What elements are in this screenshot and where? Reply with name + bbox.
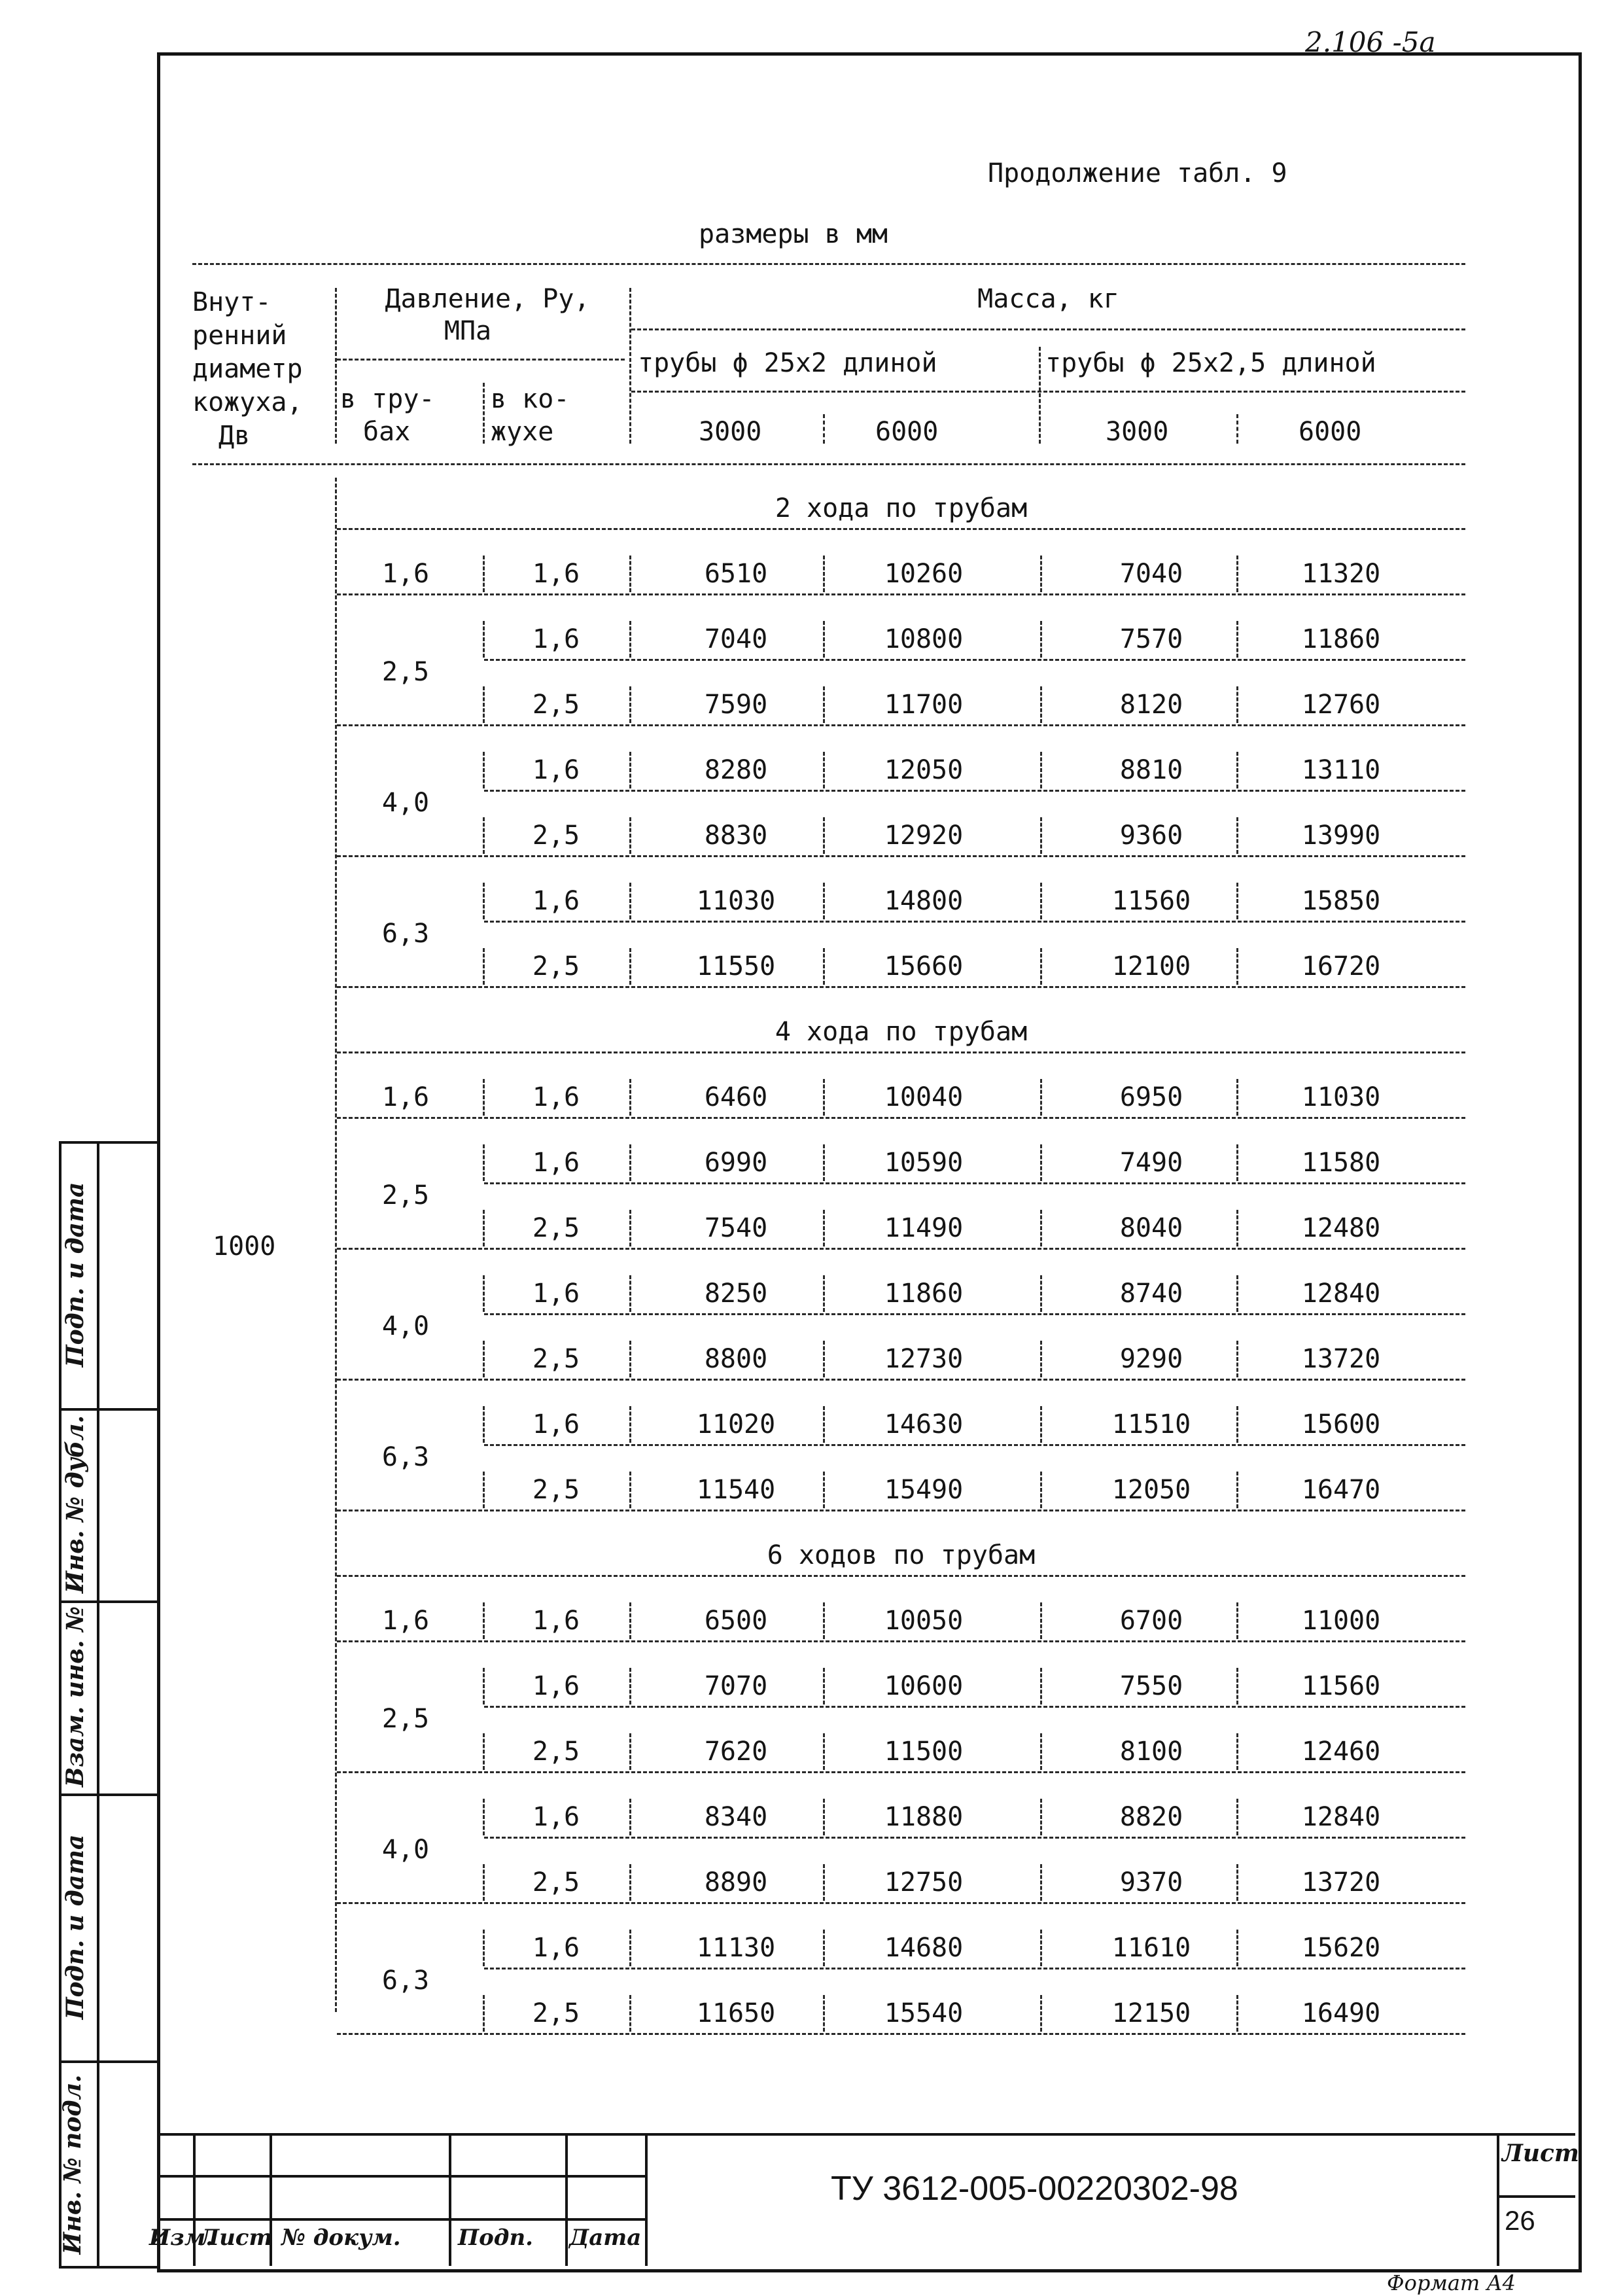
row-rule xyxy=(337,1379,1465,1381)
header-diameter-line: Внут- xyxy=(192,287,271,317)
cell-divider xyxy=(1040,1995,1042,2032)
pressure-shell: 2,5 xyxy=(532,1344,580,1374)
row-rule xyxy=(484,921,1465,923)
row-rule xyxy=(337,1248,1465,1250)
mass-value: 8340 xyxy=(704,1802,768,1832)
header-diameter-line: диаметр xyxy=(192,354,303,384)
pressure-shell: 1,6 xyxy=(532,1082,580,1112)
cell-divider xyxy=(629,1406,631,1443)
cell-divider xyxy=(629,1799,631,1835)
row-rule xyxy=(484,1444,1465,1446)
mass-value: 11130 xyxy=(696,1933,776,1963)
mass-value: 9290 xyxy=(1119,1344,1183,1374)
cell-divider xyxy=(629,817,631,854)
header-rule xyxy=(337,359,625,361)
mass-value: 12480 xyxy=(1301,1213,1381,1243)
group-title: 4 хода по трубам xyxy=(775,1017,1028,1047)
mass-value: 14680 xyxy=(884,1933,964,1963)
mass-value: 11490 xyxy=(884,1213,964,1243)
mass-value: 6510 xyxy=(704,559,768,589)
label-podp: Подп. xyxy=(458,2225,533,2251)
row-rule xyxy=(484,790,1465,792)
header-in-shell-2: жухе xyxy=(491,417,554,447)
pressure-shell: 1,6 xyxy=(532,755,580,785)
title-block-rule xyxy=(157,2175,648,2178)
stamp-rule xyxy=(59,2060,157,2063)
group-title: 6 ходов по трубам xyxy=(767,1540,1036,1570)
title-block-col xyxy=(565,2133,568,2266)
header-rule xyxy=(631,391,1465,393)
cell-divider xyxy=(1040,1406,1042,1443)
mass-value: 6460 xyxy=(704,1082,768,1112)
mass-value: 11030 xyxy=(1301,1082,1381,1112)
mass-value: 12730 xyxy=(884,1344,964,1374)
cell-divider xyxy=(629,1341,631,1377)
pressure-shell: 2,5 xyxy=(532,1475,580,1505)
mass-value: 10050 xyxy=(884,1606,964,1636)
cell-divider xyxy=(629,1864,631,1901)
mass-value: 11650 xyxy=(696,1998,776,2028)
cell-divider xyxy=(1040,817,1042,854)
header-rule xyxy=(631,328,1465,330)
cell-divider xyxy=(1040,1733,1042,1770)
pressure-shell: 1,6 xyxy=(532,1409,580,1439)
mass-value: 12760 xyxy=(1301,690,1381,720)
mass-value: 12460 xyxy=(1301,1737,1381,1767)
mass-value: 12050 xyxy=(884,755,964,785)
row-rule xyxy=(337,2033,1465,2035)
document-designation: ТУ 3612-005-00220302-98 xyxy=(831,2170,1238,2208)
mass-value: 7590 xyxy=(704,690,768,720)
mass-value: 11030 xyxy=(696,886,776,916)
pressure-tubes: 2,5 xyxy=(381,1704,430,1734)
mass-value: 13720 xyxy=(1301,1344,1381,1374)
row-rule xyxy=(337,724,1465,726)
mass-value: 7550 xyxy=(1119,1671,1183,1701)
mass-value: 7070 xyxy=(704,1671,768,1701)
mass-value: 8120 xyxy=(1119,690,1183,720)
mass-value: 11550 xyxy=(696,951,776,981)
pressure-shell: 2,5 xyxy=(532,1737,580,1767)
title-block-rule xyxy=(157,2218,648,2221)
row-rule xyxy=(337,1510,1465,1511)
mass-value: 10600 xyxy=(884,1671,964,1701)
title-block-rule xyxy=(157,2133,1575,2136)
units-label: размеры в мм xyxy=(699,219,888,249)
pressure-shell: 2,5 xyxy=(532,951,580,981)
row-rule xyxy=(484,1968,1465,1969)
header-in-shell: в ко- xyxy=(491,384,570,414)
mass-value: 11500 xyxy=(884,1737,964,1767)
pressure-shell: 2,5 xyxy=(532,1867,580,1898)
cell-divider xyxy=(1040,1210,1042,1246)
row-rule xyxy=(337,1117,1465,1119)
sheet-number: 26 xyxy=(1505,2205,1535,2236)
row-rule xyxy=(337,1051,1465,1053)
cell-divider xyxy=(629,686,631,723)
continuation-label: Продолжение табл. 9 xyxy=(988,158,1287,188)
mass-value: 13110 xyxy=(1301,755,1381,785)
diameter-value: 1000 xyxy=(213,1231,276,1262)
mass-value: 12840 xyxy=(1301,1802,1381,1832)
mass-value: 7620 xyxy=(704,1737,768,1767)
row-rule xyxy=(484,1837,1465,1839)
mass-value: 16470 xyxy=(1301,1475,1381,1505)
cell-divider xyxy=(629,883,631,919)
group-title: 2 хода по трубам xyxy=(775,493,1028,523)
mass-value: 7540 xyxy=(704,1213,768,1243)
header-length: 6000 xyxy=(1299,417,1362,447)
table-rule xyxy=(192,463,1465,465)
pressure-shell: 1,6 xyxy=(532,624,580,654)
mass-value: 14800 xyxy=(884,886,964,916)
pressure-tubes: 4,0 xyxy=(381,1835,430,1865)
title-block-rule xyxy=(1497,2195,1575,2198)
mass-value: 15540 xyxy=(884,1998,964,2028)
stamp-field: Подп. и дата xyxy=(61,1834,89,2020)
pressure-shell: 1,6 xyxy=(532,559,580,589)
pressure-tubes: 1,6 xyxy=(381,1082,430,1112)
mass-value: 8100 xyxy=(1119,1737,1183,1767)
header-diameter-line: кожуха, xyxy=(192,387,303,417)
mass-value: 15600 xyxy=(1301,1409,1381,1439)
mass-value: 15660 xyxy=(884,951,964,981)
header-tube-a: трубы ϕ 25x2 длиной xyxy=(638,348,937,378)
mass-value: 11860 xyxy=(1301,624,1381,654)
mass-value: 11540 xyxy=(696,1475,776,1505)
title-block-col xyxy=(645,2133,648,2266)
cell-divider xyxy=(1040,1275,1042,1312)
mass-value: 11560 xyxy=(1301,1671,1381,1701)
mass-value: 10590 xyxy=(884,1148,964,1178)
mass-value: 15620 xyxy=(1301,1933,1381,1963)
cell-divider xyxy=(1040,1472,1042,1508)
stamp-field: Инв. № подл. xyxy=(59,2074,86,2255)
mass-value: 7040 xyxy=(704,624,768,654)
row-rule xyxy=(484,1313,1465,1315)
cell-divider xyxy=(1040,1799,1042,1835)
row-rule xyxy=(484,659,1465,661)
stamp-field: Взам. инв. № xyxy=(61,1606,89,1788)
row-rule xyxy=(337,855,1465,857)
stamp-rule xyxy=(59,2266,157,2269)
cell-divider xyxy=(629,556,631,592)
row-rule xyxy=(337,986,1465,988)
mass-value: 11000 xyxy=(1301,1606,1381,1636)
header-tube-b: трубы ϕ 25x2,5 длиной xyxy=(1045,348,1376,378)
mass-value: 8250 xyxy=(704,1279,768,1309)
header-mass: Масса, кг xyxy=(977,284,1119,314)
cell-divider xyxy=(629,1144,631,1181)
label-data: Дата xyxy=(569,2225,642,2251)
mass-value: 12150 xyxy=(1111,1998,1191,2028)
mass-value: 8820 xyxy=(1119,1802,1183,1832)
row-rule xyxy=(337,1771,1465,1773)
cell-divider xyxy=(629,1733,631,1770)
cell-divider xyxy=(629,1930,631,1966)
header-divider xyxy=(483,383,485,444)
row-rule xyxy=(484,1706,1465,1708)
mass-value: 12840 xyxy=(1301,1279,1381,1309)
mass-value: 8800 xyxy=(704,1344,768,1374)
mass-value: 11560 xyxy=(1111,886,1191,916)
mass-value: 11860 xyxy=(884,1279,964,1309)
label-list: Лист xyxy=(200,2225,273,2251)
pressure-tubes: 4,0 xyxy=(381,788,430,818)
mass-value: 12100 xyxy=(1111,951,1191,981)
cell-divider xyxy=(629,621,631,658)
mass-value: 13720 xyxy=(1301,1867,1381,1898)
cell-divider xyxy=(629,1275,631,1312)
pressure-tubes: 1,6 xyxy=(381,1606,430,1636)
row-rule xyxy=(337,593,1465,595)
cell-divider xyxy=(1040,948,1042,985)
header-diameter-line: ренний xyxy=(192,321,287,351)
cell-divider xyxy=(1040,1602,1042,1639)
pressure-shell: 1,6 xyxy=(532,1802,580,1832)
header-mpa: МПа xyxy=(444,316,492,346)
pressure-tubes: 1,6 xyxy=(381,559,430,589)
mass-value: 12920 xyxy=(884,821,964,851)
header-divider xyxy=(1236,414,1238,444)
row-rule xyxy=(337,1640,1465,1642)
cell-divider xyxy=(1040,1864,1042,1901)
mass-value: 6950 xyxy=(1119,1082,1183,1112)
table-divider xyxy=(335,478,337,2012)
mass-value: 13990 xyxy=(1301,821,1381,851)
cell-divider xyxy=(1040,1341,1042,1377)
mass-value: 9370 xyxy=(1119,1867,1183,1898)
pressure-shell: 1,6 xyxy=(532,1606,580,1636)
pressure-shell: 1,6 xyxy=(532,1933,580,1963)
label-izm: Изм. xyxy=(149,2225,213,2251)
cell-divider xyxy=(1040,556,1042,592)
cell-divider xyxy=(629,1210,631,1246)
title-block-col xyxy=(449,2133,451,2266)
pressure-shell: 2,5 xyxy=(532,690,580,720)
cell-divider xyxy=(1040,752,1042,788)
mass-value: 16490 xyxy=(1301,1998,1381,2028)
cell-divider xyxy=(1040,1079,1042,1116)
header-pressure: Давление, Ру, xyxy=(385,284,590,314)
mass-value: 11610 xyxy=(1111,1933,1191,1963)
cell-divider xyxy=(1040,686,1042,723)
pressure-tubes: 6,3 xyxy=(381,1966,430,1996)
cell-divider xyxy=(629,1472,631,1508)
mass-value: 10260 xyxy=(884,559,964,589)
cell-divider xyxy=(629,1079,631,1116)
format-mark: Формат А4 xyxy=(1387,2270,1516,2295)
header-in-tubes: в тру- xyxy=(340,384,435,414)
pressure-tubes: 2,5 xyxy=(381,657,430,687)
mass-value: 11700 xyxy=(884,690,964,720)
mass-value: 10040 xyxy=(884,1082,964,1112)
pressure-shell: 1,6 xyxy=(532,1148,580,1178)
cell-divider xyxy=(629,752,631,788)
pressure-tubes: 6,3 xyxy=(381,919,430,949)
cell-divider xyxy=(1040,1668,1042,1704)
pressure-tubes: 6,3 xyxy=(381,1442,430,1472)
mass-value: 8810 xyxy=(1119,755,1183,785)
pressure-tubes: 4,0 xyxy=(381,1311,430,1341)
cell-divider xyxy=(629,1995,631,2032)
mass-value: 12750 xyxy=(884,1867,964,1898)
mass-value: 15490 xyxy=(884,1475,964,1505)
mass-value: 8890 xyxy=(704,1867,768,1898)
pressure-shell: 2,5 xyxy=(532,1213,580,1243)
cell-divider xyxy=(629,948,631,985)
cell-divider xyxy=(1040,621,1042,658)
corner-mark: 2.106 -5a xyxy=(1305,26,1436,58)
cell-divider xyxy=(629,1668,631,1704)
pressure-shell: 1,6 xyxy=(532,886,580,916)
header-length: 3000 xyxy=(699,417,762,447)
stamp-field: Инв. № дубл. xyxy=(61,1415,89,1594)
header-in-tubes-2: бах xyxy=(363,417,411,447)
row-rule xyxy=(337,528,1465,530)
title-block-col xyxy=(1497,2133,1499,2266)
mass-value: 7490 xyxy=(1119,1148,1183,1178)
row-rule xyxy=(484,1182,1465,1184)
stamp-frame xyxy=(97,1141,99,2266)
pressure-shell: 2,5 xyxy=(532,821,580,851)
mass-value: 8040 xyxy=(1119,1213,1183,1243)
pressure-shell: 1,6 xyxy=(532,1671,580,1701)
mass-value: 8740 xyxy=(1119,1279,1183,1309)
header-divider xyxy=(823,414,825,444)
cell-divider xyxy=(1040,1930,1042,1966)
header-diameter-line: Дв xyxy=(218,421,251,451)
label-doc-no: № докум. xyxy=(281,2225,401,2251)
cell-divider xyxy=(1040,883,1042,919)
mass-value: 9360 xyxy=(1119,821,1183,851)
mass-value: 11880 xyxy=(884,1802,964,1832)
mass-value: 11020 xyxy=(696,1409,776,1439)
header-divider xyxy=(1039,347,1041,444)
row-rule xyxy=(337,1902,1465,1904)
mass-value: 11510 xyxy=(1111,1409,1191,1439)
mass-value: 11320 xyxy=(1301,559,1381,589)
mass-value: 8830 xyxy=(704,821,768,851)
pressure-shell: 2,5 xyxy=(532,1998,580,2028)
pressure-shell: 1,6 xyxy=(532,1279,580,1309)
header-length: 6000 xyxy=(875,417,939,447)
mass-value: 10800 xyxy=(884,624,964,654)
header-length: 3000 xyxy=(1106,417,1169,447)
mass-value: 12050 xyxy=(1111,1475,1191,1505)
stamp-field: Подп. и дата xyxy=(61,1182,89,1368)
row-rule xyxy=(337,1575,1465,1577)
sheet-label: Лист xyxy=(1502,2140,1580,2167)
cell-divider xyxy=(1040,1144,1042,1181)
mass-value: 14630 xyxy=(884,1409,964,1439)
mass-value: 6700 xyxy=(1119,1606,1183,1636)
mass-value: 7570 xyxy=(1119,624,1183,654)
mass-value: 16720 xyxy=(1301,951,1381,981)
mass-value: 15850 xyxy=(1301,886,1381,916)
mass-value: 11580 xyxy=(1301,1148,1381,1178)
cell-divider xyxy=(629,1602,631,1639)
header-diameter xyxy=(192,286,303,453)
mass-value: 8280 xyxy=(704,755,768,785)
mass-value: 7040 xyxy=(1119,559,1183,589)
table-rule xyxy=(192,263,1465,265)
pressure-tubes: 2,5 xyxy=(381,1180,430,1210)
mass-value: 6990 xyxy=(704,1148,768,1178)
mass-value: 6500 xyxy=(704,1606,768,1636)
